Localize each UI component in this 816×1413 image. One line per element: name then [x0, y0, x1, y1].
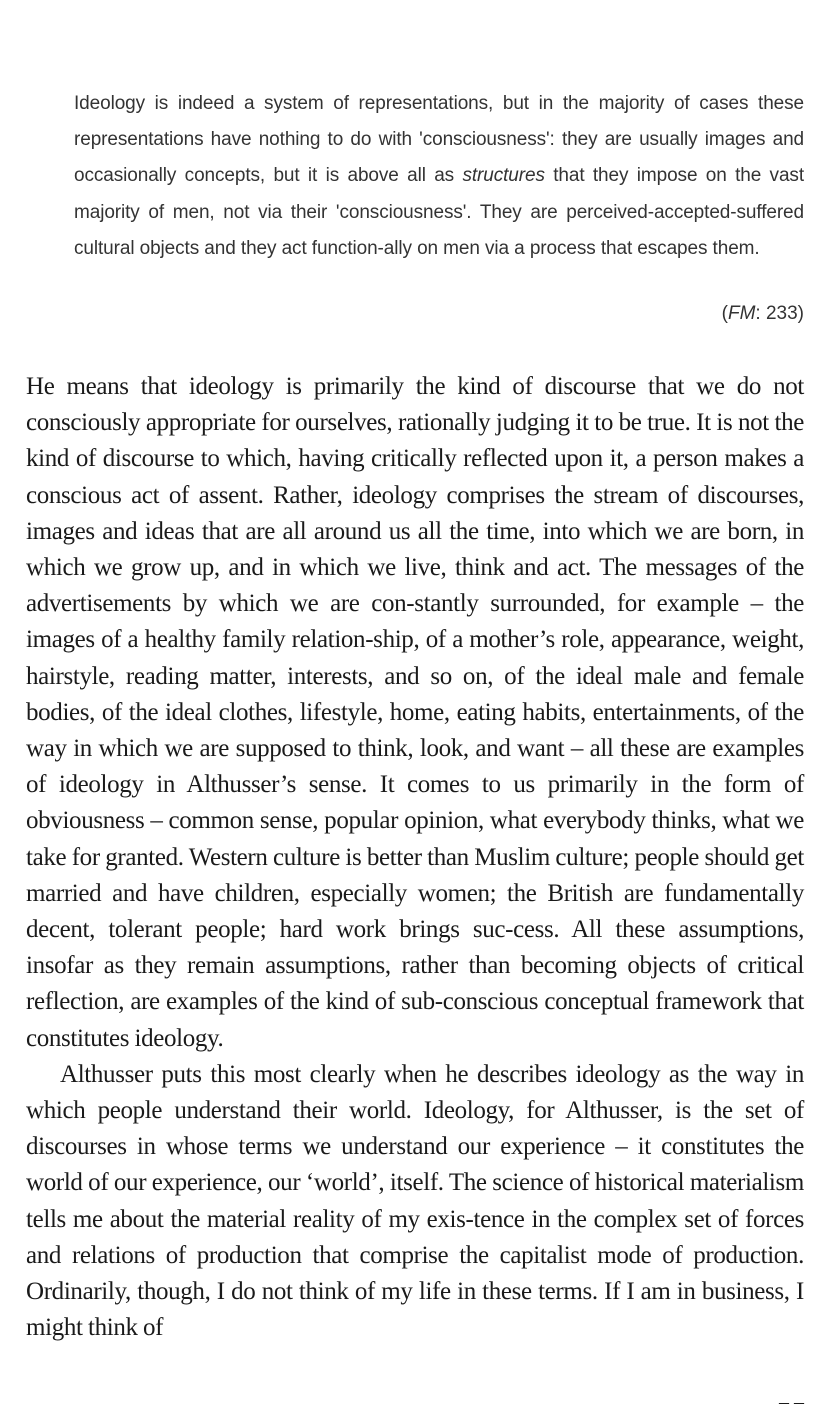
- block-quote: [74, 86, 804, 267]
- body-text: [26, 369, 804, 1346]
- page-number: – –: [779, 1391, 804, 1413]
- citation-rest: : 233): [755, 303, 804, 324]
- quote-text-part2: that they impose on the vast majority of men, not via their 'consciousness'. They are perceived-accepted-suffered cultural objects and they act function-ally on men via a process that escapes them.: [74, 165, 804, 259]
- quote-emphasis: structures: [462, 165, 545, 187]
- body-paragraph-1: He means that ideology is primarily the kind of discourse that we do not consciously appropriate for ourselves, rationally judging it to be true. It is not the kind of discourse to which, having critically reflected upon it, a person makes a conscious act of assent. Rather, ideology comprises the stream of discourses, images and ideas that are all around us all the time, into which we are born, in which we grow up, and in which we live, think and act. The messages of the advertisements by which we are con-stantly surrounded, for example – the images of a healthy family relation-ship, of a mother’s role, appearance, weight, hairstyle, reading matter, interests, and so on, of the ideal male and female bodies, of the ideal clothes, lifestyle, home, eating habits, entertainments, of the way in which we are supposed to think, look, and want – all these are examples of ideology in Althusser’s sense. It comes to us primarily in the form of obviousness – common sense, popular opinion, what everybody thinks, what we take for granted. Western culture is better than Muslim culture; people should get married and have children, especially women; the British are fundamentally decent, tolerant people; hard work brings suc-cess. All these assumptions, insofar as they remain assumptions, rather than becoming objects of critical reflection, are examples of the kind of sub-conscious conceptual framework that constitutes ideology.: [26, 373, 804, 1052]
- quote-citation: [722, 296, 804, 332]
- quote-text: [74, 86, 804, 267]
- quote-text-part1: Ideology is indeed a system of representations, but in the majority of cases these representations have nothing to do with 'consciousness': they are usually images and occasionally concepts, but it is above all as: [74, 93, 804, 187]
- citation-source: FM: [727, 303, 756, 324]
- body-paragraph-2: Althusser puts this most clearly when he describes ideology as the way in which people understand their world. Ideology, for Althusser, is the set of discourses in whose terms we understand our experience – it constitutes the world of our experience, our ‘world’, itself. The science of historical materialism tells me about the material reality of my exis-tence in the complex set of forces and relations of production that comprise the capitalist mode of production. Ordinarily, though, I do not think of my life in these terms. If I am in business, I might think of: [26, 1060, 804, 1342]
- citation-open: (: [721, 303, 728, 324]
